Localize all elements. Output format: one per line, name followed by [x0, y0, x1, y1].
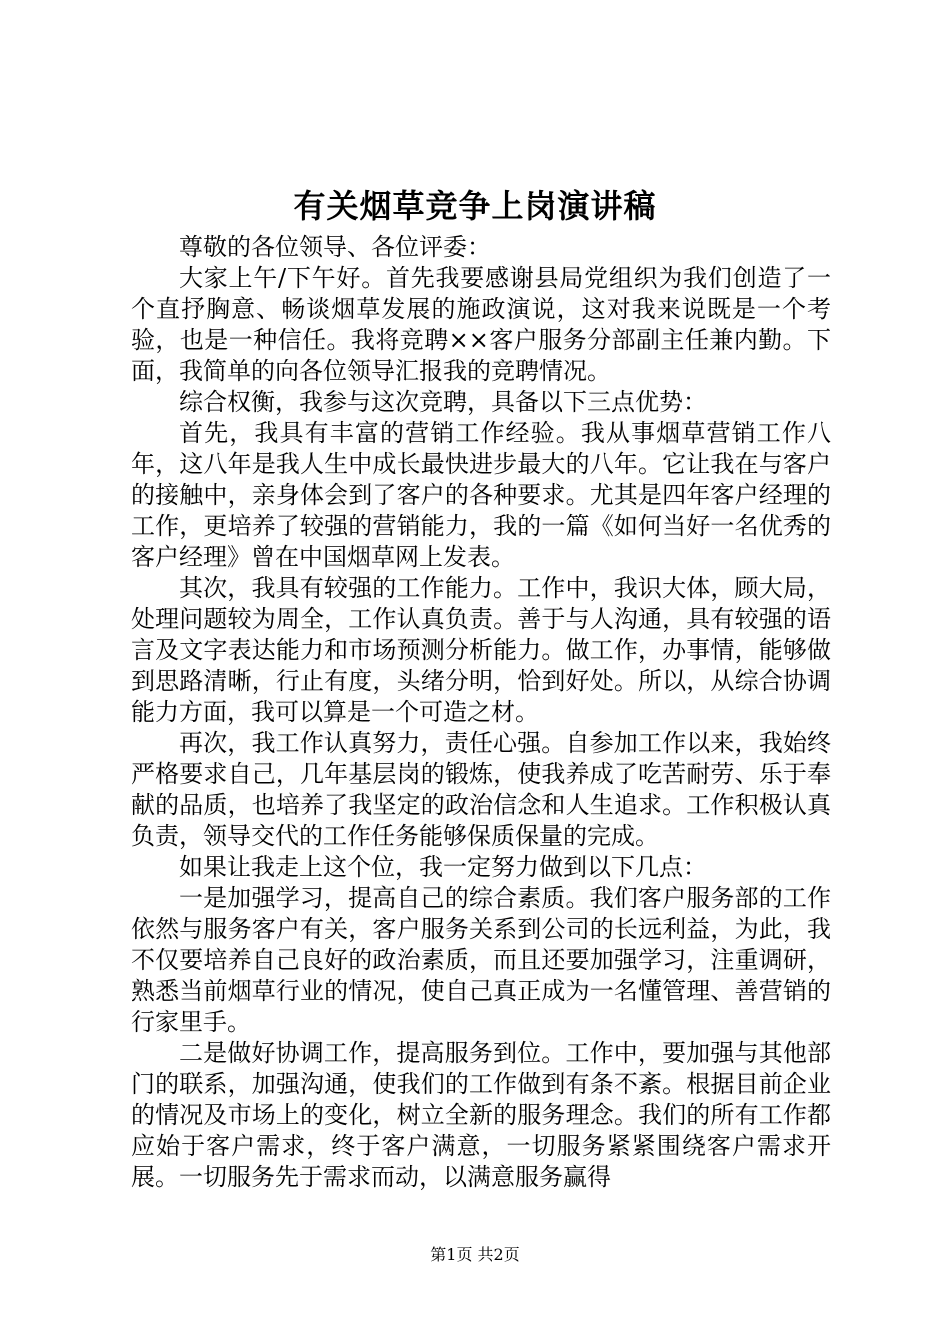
body-paragraph: 大家上午/下午好。首先我要感谢县局党组织为我们创造了一个直抒胸意、畅谈烟草发展的施政演说，这对我来说既是一个考验，也是一种信任。我将竞聘××客户服务分部副主任兼内勤。下面，我简单的向各位领导汇报我的竞聘情况。 — [131, 264, 831, 385]
body-paragraph: 一是加强学习，提高自己的综合素质。我们客户服务部的工作依然与服务客户有关，客户服务关系到公司的长远利益，为此，我不仅要培养自己良好的政治素质，而且还要加强学习，注重调研，熟悉当前烟草行业的情况，使自己真正成为一名懂管理、善营销的行家里手。 — [131, 884, 831, 1036]
body-paragraph: 综合权衡，我参与这次竞聘，具备以下三点优势： — [179, 388, 707, 416]
salutation-paragraph: 尊敬的各位领导、各位评委： — [179, 233, 491, 261]
body-paragraph: 再次，我工作认真努力，责任心强。自参加工作以来，我始终严格要求自己，几年基层岗的锻炼，使我养成了吃苦耐劳、乐于奉献的品质，也培养了我坚定的政治信念和人生追求。工作积极认真负责，领导交代的工作任务能够保质保量的完成。 — [131, 729, 831, 850]
body-paragraph: 其次，我具有较强的工作能力。工作中，我识大体，顾大局，处理问题较为周全，工作认真负责。善于与人沟通，具有较强的语言及文字表达能力和市场预测分析能力。做工作，办事情，能够做到思路清晰，行止有度，头绪分明，恰到好处。所以，从综合协调能力方面，我可以算是一个可造之材。 — [131, 574, 831, 726]
page-number-footer: 第1页 共2页 — [430, 1245, 520, 1264]
body-paragraph: 首先，我具有丰富的营销工作经验。我从事烟草营销工作八年，这八年是我人生中成长最快进步最大的八年。它让我在与客户的接触中，亲身体会到了客户的各种要求。尤其是四年客户经理的工作，更培养了较强的营销能力，我的一篇《如何当好一名优秀的客户经理》曾在中国烟草网上发表。 — [131, 419, 831, 571]
body-paragraph: 二是做好协调工作，提高服务到位。工作中，要加强与其他部门的联系，加强沟通，使我们的工作做到有条不紊。根据目前企业的情况及市场上的变化，树立全新的服务理念。我们的所有工作都应始于客户需求，终于客户满意，一切服务紧紧围绕客户需求开展。一切服务先于需求而动，以满意服务赢得 — [131, 1039, 831, 1191]
document-title: 有关烟草竞争上岗演讲稿 — [293, 187, 657, 225]
document-body — [131, 232, 831, 1193]
body-paragraph: 如果让我走上这个位，我一定努力做到以下几点： — [179, 853, 707, 881]
